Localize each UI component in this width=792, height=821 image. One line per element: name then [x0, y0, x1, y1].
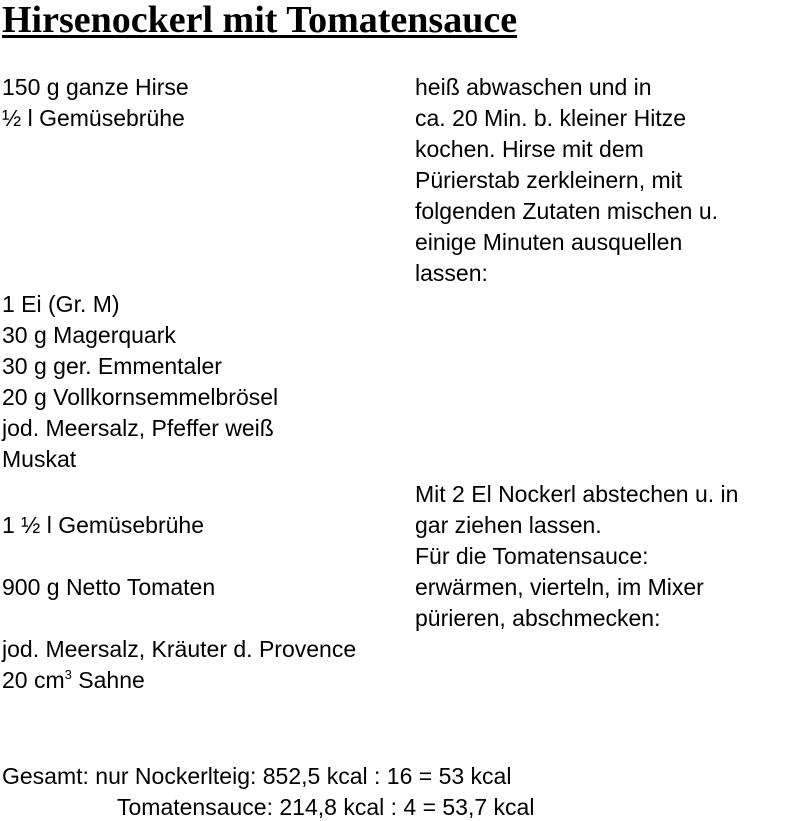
ingredient-line: Muskat — [2, 446, 77, 472]
instruction-line: lassen: — [415, 260, 488, 286]
cream-prefix: 20 cm — [2, 667, 65, 693]
ingredient-line: ½ l Gemüsebrühe — [2, 105, 185, 131]
cream-suffix: Sahne — [71, 667, 145, 693]
summary-sauce-line: Tomatensauce: 214,8 kcal : 4 = 53,7 kcal — [117, 794, 535, 820]
ingredient-line: jod. Meersalz, Kräuter d. Provence — [2, 636, 357, 662]
instruction-line: ca. 20 Min. b. kleiner Hitze — [415, 105, 687, 131]
ingredient-line: 30 g ger. Emmentaler — [2, 353, 222, 379]
ingredient-line: 150 g ganze Hirse — [2, 74, 189, 100]
instruction-line: gar ziehen lassen. — [415, 512, 602, 538]
instruction-line: einige Minuten ausquellen — [415, 229, 683, 255]
ingredient-line: 1 ½ l Gemüsebrühe — [2, 512, 205, 538]
instruction-line: erwärmen, vierteln, im Mixer — [415, 574, 704, 600]
instruction-line: pürieren, abschmecken: — [415, 605, 661, 631]
instruction-line: heiß abwaschen und in — [415, 74, 652, 100]
instruction-line: folgenden Zutaten mischen u. — [415, 198, 719, 224]
ingredient-line: 1 Ei (Gr. M) — [2, 291, 120, 317]
instruction-line: kochen. Hirse mit dem — [415, 136, 644, 162]
ingredient-line: jod. Meersalz, Pfeffer weiß — [2, 415, 274, 441]
summary-total-line: Gesamt: nur Nockerlteig: 852,5 kcal : 16 = 53 kcal — [2, 763, 512, 789]
ingredient-line-cream — [2, 666, 145, 694]
ingredient-line: 20 g Vollkornsemmelbrösel — [2, 384, 279, 410]
instruction-line: Mit 2 El Nockerl abstechen u. in — [415, 481, 739, 507]
instruction-line: Für die Tomatensauce: — [415, 543, 649, 569]
recipe-title: Hirsenockerl mit Tomatensauce — [2, 0, 518, 41]
ingredient-line: 900 g Netto Tomaten — [2, 574, 216, 600]
ingredient-line: 30 g Magerquark — [2, 322, 176, 348]
cream-superscript: 3 — [64, 667, 72, 682]
instruction-line: Pürierstab zerkleinern, mit — [415, 167, 683, 193]
